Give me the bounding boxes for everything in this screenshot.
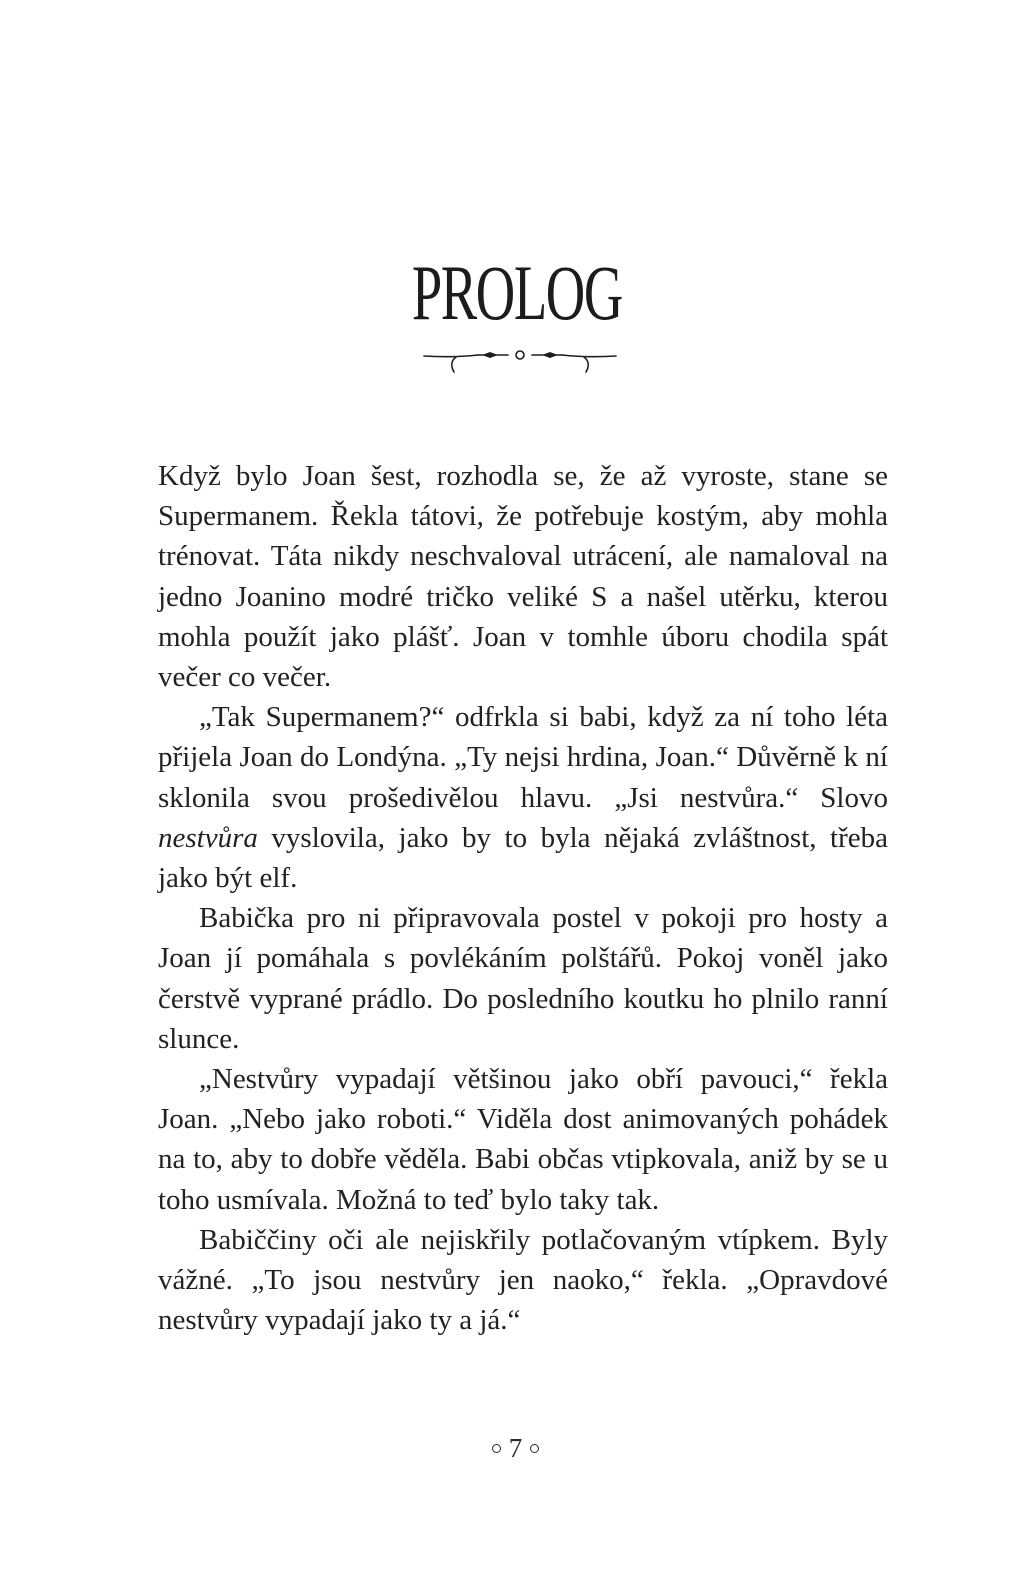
chapter-title: PROLOG (411, 249, 622, 336)
left-dot-icon (492, 1444, 501, 1453)
ornament-divider-icon (420, 342, 620, 378)
right-dot-icon (530, 1444, 539, 1453)
paragraph-3: Babička pro ni připravovala postel v pokoji pro hosty a Joan jí pomáhala s povlékáním polštářů. Pokoj voněl jako čerstvě vyprané prádlo. Do posledního koutku ho plnilo ranní slunce. (158, 902, 888, 1055)
page-number: 7 (508, 1433, 523, 1463)
italic-word: nestvůra (158, 821, 258, 854)
paragraph-2-start: „Tak Supermanem?“ odfrkla si babi, když za ní toho léta přijela Joan do Londýna. „Ty nejsi hrdina, Joan.“ Důvěrně k ní sklonila svou prošedivělou hlavu. „Jsi nestvůra.“ Slovo (158, 701, 888, 814)
paragraph-5: Babiččiny oči ale nejiskřily potlačovaným vtípkem. Byly vážné. „To jsou nestvůry jen naoko,“ řekla. „Opravdové nestvůry vypadají jako ty a já.“ (158, 1223, 888, 1337)
page-number-footer (0, 1432, 1031, 1464)
paragraph-2 (158, 697, 888, 898)
prologue-text (158, 456, 888, 1340)
paragraph-2-end: vyslovila, jako by to byla nějaká zvláštnost, třeba jako být elf. (158, 821, 888, 895)
paragraph-4: „Nestvůry vypadají většinou jako obří pavouci,“ řekla Joan. „Nebo jako roboti.“ Viděla dost animovaných pohádek na to, aby to dobře věděla. Babi občas vtipkovala, aniž by se u toho usmívala. Možná to teď bylo taky tak. (158, 1063, 888, 1216)
paragraph-1: Když bylo Joan šest, rozhodla se, že až vyroste, stane se Supermanem. Řekla tátovi, že potřebuje kostým, aby mohla trénovat. Táta nikdy neschvaloval utrácení, ale namaloval na jedno Joanino modré tričko veliké S a našel utěrku, kterou mohla použít jako plášť. Joan v tomhle úboru chodila spát večer co večer. (158, 460, 888, 694)
